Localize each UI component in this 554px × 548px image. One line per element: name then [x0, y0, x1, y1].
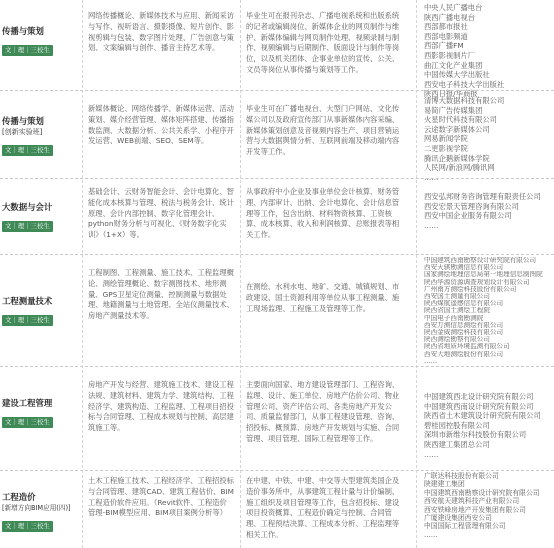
list-item: 陕建建工集团 — [424, 480, 465, 489]
list-item: 西部电影频道 — [424, 31, 468, 41]
list-item: 西安中国企业服务有限公司 — [424, 211, 512, 221]
list-item: 中国建筑西北设计研究院有限公司 — [424, 392, 534, 401]
employers-list — [424, 192, 552, 230]
employers-list — [424, 3, 552, 99]
list-item: 西安铁峰房地产开发集团有限公司 — [424, 505, 526, 514]
list-item: 陕西华源资源调查规划设计有限公司 — [424, 278, 530, 286]
column-divider — [240, 0, 241, 548]
list-item: …… — [424, 220, 439, 230]
jobs-text: 毕业生可在广播电视台、大型门户网站、文化传媒公司以及政府宣传部门从事新媒体内容采编、新媒体策划创意及音视频内容生产、项目营销运营与大数据舆情分析、互联网前端及移动端内容开发等工作。 — [246, 104, 400, 157]
table-row — [0, 0, 554, 99]
major-name: 传播与策划 — [2, 26, 44, 36]
major-name: 大数据与会计 — [2, 202, 53, 212]
list-item: …… — [424, 172, 439, 182]
courses-text: 新媒体概论、网络传播学、新媒体运营、活动策划、媒介经营管理、媒体矩阵搭建、传播指数监测、大数据分析、公共关系学、小程序开发运营、WEB前端、SEO、SEM等。 — [88, 104, 234, 146]
jobs-text: 在中建、中铁、中建、中交等大型建筑类国企及造价事务所中，从事建筑工程计量与计价编制、施工组织及项目管理等工作，包含招投标、建设项目投资概算、工程造价确定与控制、合同管理、工程预结决算、工程成本分析、工程监理等相关工作。 — [246, 476, 400, 539]
employers-list — [424, 472, 552, 539]
list-item: 广州南方测绘科技股份有限公司 — [424, 285, 517, 293]
list-item: 云途数字新媒体公司 — [424, 124, 490, 134]
list-item: 西部广播FM — [424, 41, 464, 51]
student-type-tag: 文｜理｜三校生 — [2, 145, 53, 156]
list-item: …… — [424, 530, 438, 539]
list-item: 中国建筑西南设计研究院有限公司 — [424, 401, 534, 411]
courses-text: 土木工程施工技术、工程经济学、工程招投标与合同管理、建筑CAD、建筑工程估价、BIM工程造价软件应用。（Revit软件、工程造价管理-BIM模型应用、BIM项目案例分析等） — [88, 476, 234, 518]
list-item: 人民网/新浪网/腾讯网 — [424, 163, 495, 173]
list-item: 陕西测绘勘察有限公司 — [424, 336, 490, 344]
list-item: 中国电子西南勘测院 — [424, 314, 484, 322]
employers-list — [424, 392, 552, 459]
jobs-text: 从事政府中小企业及事业单位会计核算、财务管理、内部审计、出纳、会计电算化、会计信息管理等工作，包含出纳、材料物资核算、工资核算、成本核算、收入和利润核算、总账报表等相关工作。 — [246, 187, 400, 240]
list-item: 火星时代科技有限公司 — [424, 115, 497, 125]
student-type-tag: 文｜理｜三校生 — [2, 45, 53, 56]
list-item: 西安国土测量有限公司 — [424, 293, 490, 301]
table-row — [0, 472, 554, 548]
list-item: 西安弘邦财务咨询管理有限责任公司 — [424, 192, 541, 201]
list-item: 陕西省土木建筑设计研究院有限公司 — [424, 411, 541, 421]
list-item: 中国建筑西南勘察设计研究院有限公司 — [424, 488, 540, 497]
list-item: 陕西日报/华商报 — [424, 89, 478, 99]
major-cell — [2, 116, 74, 156]
major-cell — [2, 492, 74, 532]
column-divider — [82, 0, 83, 548]
list-item: 西安天骐勘测信息有限公司 — [424, 264, 504, 272]
list-item: …… — [424, 449, 439, 459]
list-item: 广厦建设集团西安公司 — [424, 514, 492, 523]
list-item: 网易新闻学院 — [424, 134, 468, 144]
courses-text: 基础会计、云财务智能会计、会计电算化、智能化成本核算与管理、税法与税务会计、统计原理、会计内部控制、数字化管理会计、python财务分析与可视化、《财务数字化实训》（1+X）等。 — [88, 187, 234, 240]
major-name: 传播与策划 — [2, 116, 44, 126]
list-item: 陕西省地质环境监测有限公司 — [424, 343, 510, 351]
courses-text: 房地产开发与经营、建筑施工技术、建设工程法规、建筑材料、建筑力学、建筑结构、工程经济学、建筑构造、工程监理、工程项目招投标与合同管理、工程成本规划与控制、高层建筑施工等。 — [88, 380, 234, 433]
jobs-text: 主要面向国家、地方建设管理部门、工程咨询、监理、设计、施工单位、房地产估价公司、物业管理公司、资产评估公司、各类房地产开发公司、质量监督部门，从事工程建设管理、咨询、招投标、概预算、房地产开发规划与实施、合同管理、项目管理、国际工程管理等工作。 — [246, 380, 400, 443]
list-item: 陕西煤航遥感信息有限公司 — [424, 300, 504, 308]
major-cell — [2, 202, 74, 232]
major-name: 建设工程管理 — [2, 398, 53, 408]
courses-text: 工程制图、工程测量、施工技术、工程监理概论、测绘管理概论、数字测图技术、地形测量、GPS卫星定位测量、控制测量与数据处理、地籍测量与土地管理、全站仪测量技术、房地产测量技术等。 — [88, 268, 234, 321]
list-item: 二更影视学院 — [424, 143, 468, 153]
student-type-tag: 文｜理｜三校生 — [2, 221, 53, 232]
list-item: …… — [424, 357, 438, 365]
list-item: 中国建筑西南勘察设计研究院有限公司 — [424, 257, 537, 264]
major-cell — [2, 398, 74, 428]
employers-list — [424, 96, 552, 182]
list-item: 清博大数据科技有限公司 — [424, 96, 505, 105]
list-item: 易简广告传媒集团 — [424, 105, 483, 115]
list-item: 西安航天建筑科技产业有限公司 — [424, 497, 520, 506]
list-item: 深圳市新维尔科技股份有限公司 — [424, 430, 527, 440]
major-cell — [2, 296, 74, 326]
list-item: 陕西广播电视台 — [424, 12, 476, 22]
employers-list — [424, 257, 552, 365]
list-item: 中国传媒大学出版社 — [424, 70, 490, 80]
list-item: 西安大地测绘股份有限公司 — [424, 350, 504, 358]
list-item: 腾讯企鹅新媒体学院 — [424, 153, 490, 163]
row-divider — [0, 90, 554, 91]
major-subtitle: [新增方向BIM应用(四)] — [2, 504, 71, 512]
row-divider — [0, 366, 554, 367]
jobs-text: 在测绘、水利水电、地矿、交通、城镇规划、市政建设、国土资源利用等单位从事工程测量、施工现场监理、工程施工及管理等工作。 — [246, 282, 400, 313]
list-item: 碧桂园控股有限公司 — [424, 420, 490, 430]
list-item: 西安宏景天管理咨询有限公司 — [424, 201, 519, 211]
student-type-tag: 文｜理｜三校生 — [2, 315, 53, 326]
row-divider — [0, 254, 554, 255]
list-item: 曲江文化产业集团 — [424, 60, 483, 70]
major-cell — [2, 26, 74, 56]
list-item: 西部都市报社 — [424, 22, 468, 32]
list-item: 陕西建工集团总公司 — [424, 439, 490, 449]
list-item: 陕西省国土测绘工程院 — [424, 307, 490, 315]
column-divider — [416, 0, 417, 548]
jobs-text: 毕业生可在报刊杂志、广播电视系统和出版系统的记者或编辑岗位、新媒体企业的网页制作与维护、新媒体编辑与网页制作处理、视频录制与制作、视频编辑与后期制作、版面设计与制作等岗位，以及机关团体、企事业单位的宣传、公关、文员等岗位从事传播与策划等工作。 — [246, 11, 400, 74]
list-item: 中央人民广播电台 — [424, 3, 483, 12]
list-item: 西安万测信息测绘有限公司 — [424, 321, 504, 329]
courses-text: 网络传播概论、新媒体技术与应用、新闻采访与写作、视听语言、摄影摄像、短片创作、影视剪辑与包装、数字图片处理、广告创意与策划、文案编辑与创作、播音主持艺术等。 — [88, 11, 234, 53]
major-name: 工程测量技术 — [2, 296, 53, 306]
list-item: 陕西金威测绘科技有限公司 — [424, 329, 504, 337]
student-type-tag: 文｜理｜三校生 — [2, 521, 53, 532]
list-item: 广联达科技股份有限公司 — [424, 472, 499, 480]
table-row — [0, 368, 554, 464]
list-item: 国家测绘地理信息局第一地理信息制图院 — [424, 271, 543, 279]
list-item: 西安电子科技大学出版社 — [424, 79, 505, 89]
major-name: 工程造价 — [2, 492, 36, 502]
table-row — [0, 92, 554, 182]
table-row — [0, 180, 554, 252]
table-row — [0, 256, 554, 365]
list-item: 中国国际工程管理有限公司 — [424, 522, 506, 531]
row-divider — [0, 178, 554, 179]
major-subtitle: [创新实验班] — [2, 128, 43, 136]
list-item: 西影影视制片厂 — [424, 50, 476, 60]
row-divider — [0, 470, 554, 471]
student-type-tag: 文｜理｜三校生 — [2, 417, 53, 428]
